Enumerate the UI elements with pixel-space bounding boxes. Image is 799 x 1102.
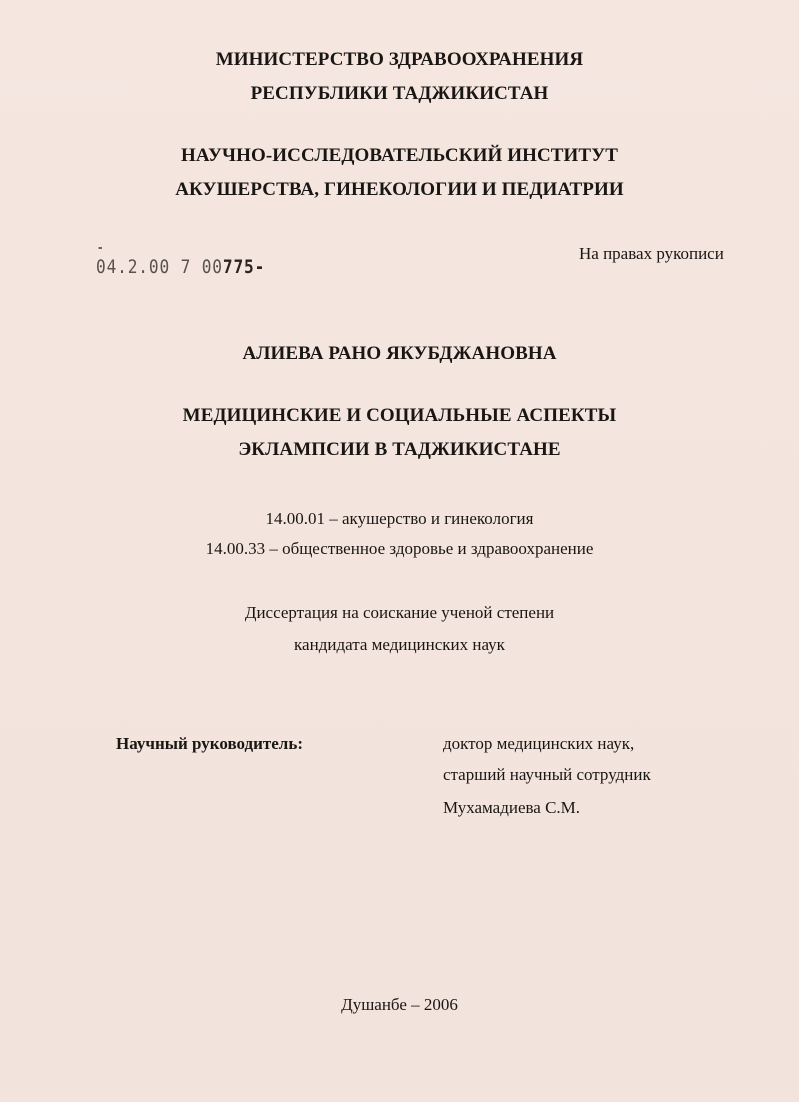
- dissertation-line-1: Диссертация на соискание ученой степени: [244, 603, 555, 622]
- supervisor-name: Мухамадиева С.М.: [443, 798, 581, 817]
- place-year: Душанбе – 2006: [341, 995, 458, 1014]
- specialty-1: 14.00.01 – акушерство и гинекология: [265, 509, 534, 528]
- dissertation-line-2: кандидата медицинских наук: [294, 635, 505, 654]
- rights-note: На правах рукописи: [579, 244, 724, 263]
- supervisor-position: старший научный сотрудник: [443, 765, 651, 784]
- ministry-line-1: МИНИСТЕРСТВО ЗДРАВООХРАНЕНИЯ: [215, 49, 584, 70]
- ministry-line-2: РЕСПУБЛИКИ ТАДЖИКИСТАН: [250, 83, 549, 104]
- registration-number-tail: 775-: [222, 256, 266, 278]
- institute-line-2: АКУШЕРСТВА, ГИНЕКОЛОГИИ И ПЕДИАТРИИ: [175, 179, 624, 200]
- institute-line-1: НАУЧНО-ИССЛЕДОВАТЕЛЬСКИЙ ИНСТИТУТ: [180, 145, 619, 166]
- registration-number-main: 04.2.00 7 00: [96, 256, 223, 278]
- supervisor-label: Научный руководитель:: [116, 734, 303, 753]
- title-line-2: ЭКЛАМПСИИ В ТАДЖИКИСТАНЕ: [238, 439, 561, 460]
- specialty-2: 14.00.33 – общественное здоровье и здравоохранение: [205, 539, 594, 558]
- registration-number-stamp: [96, 256, 265, 278]
- stamp-mark: [99, 247, 102, 249]
- supervisor-degree: доктор медицинских наук,: [443, 734, 635, 753]
- author-name: АЛИЕВА РАНО ЯКУБДЖАНОВНА: [242, 343, 557, 364]
- title-line-1: МЕДИЦИНСКИЕ И СОЦИАЛЬНЫЕ АСПЕКТЫ: [182, 405, 617, 426]
